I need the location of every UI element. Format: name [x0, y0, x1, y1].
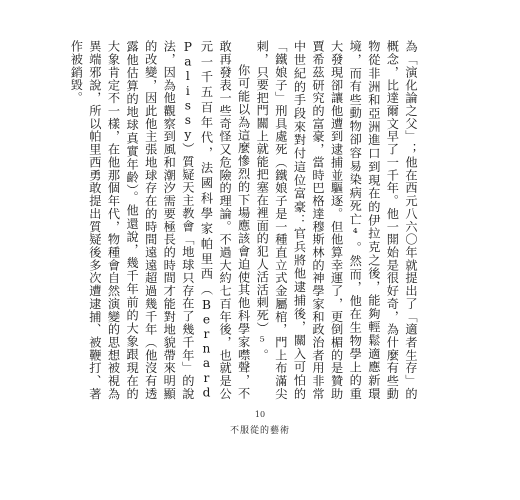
- paragraph-1: 為「演化論之父」；他在西元八六〇年就提出了「適者生存」的概念，比達爾文早了一千年。他一開始是很好奇，為什麼有些動物從非洲和亞洲進口到現在的伊拉克之後，能夠輕鬆適應新環境，而有些動物卻容易染病死亡⁴。然而，他在生物學上的重大發現卻讓他遭到逮捕並驅逐。但他算幸運了，更倒楣的是贊助賈希茲研究的富豪，當時巴格達穆斯林的神學家和政治者用非常中世紀的手段來對付這位富豪：官兵將他逮捕後，關入可怕的「鐵娘子」刑具處死（鐵娘子是一種直立式金屬棺，門上布滿尖刺，只要把門關上就能把塞在裡面的犯人活活刺死）⁵。: [255, 40, 418, 400]
- page-number: 10: [254, 410, 266, 419]
- paragraph-2: 你可能以為這麼慘烈的下場應該會迫使其他科學家噤聲，不敢再發表一些奇怪又危險的理論。不過大約七百年後，也就是公元一千五百年代，法國科學家帕里西（Bernard Palissy）質疑天主教會「地球只存在了幾千年」的說法，因為他觀察到風和潮汐需要極長的時間才能對地貌帶來明顯的改變，因此他主張地球存在的時間遠遠超過幾千年（他沒有透露他估算的地球真實年齡）。他還說，幾千年前的大象跟現在的大象肯定不一樣，在他那個年代，物種會自然演變的思想被視為異端邪說，所以帕里西勇敢提出質疑後多次遭逮捕、被鞭打、著作被銷毀。: [69, 40, 251, 400]
- vertical-text-body: [69, 40, 420, 400]
- running-title: 不服從的藝術: [229, 426, 290, 436]
